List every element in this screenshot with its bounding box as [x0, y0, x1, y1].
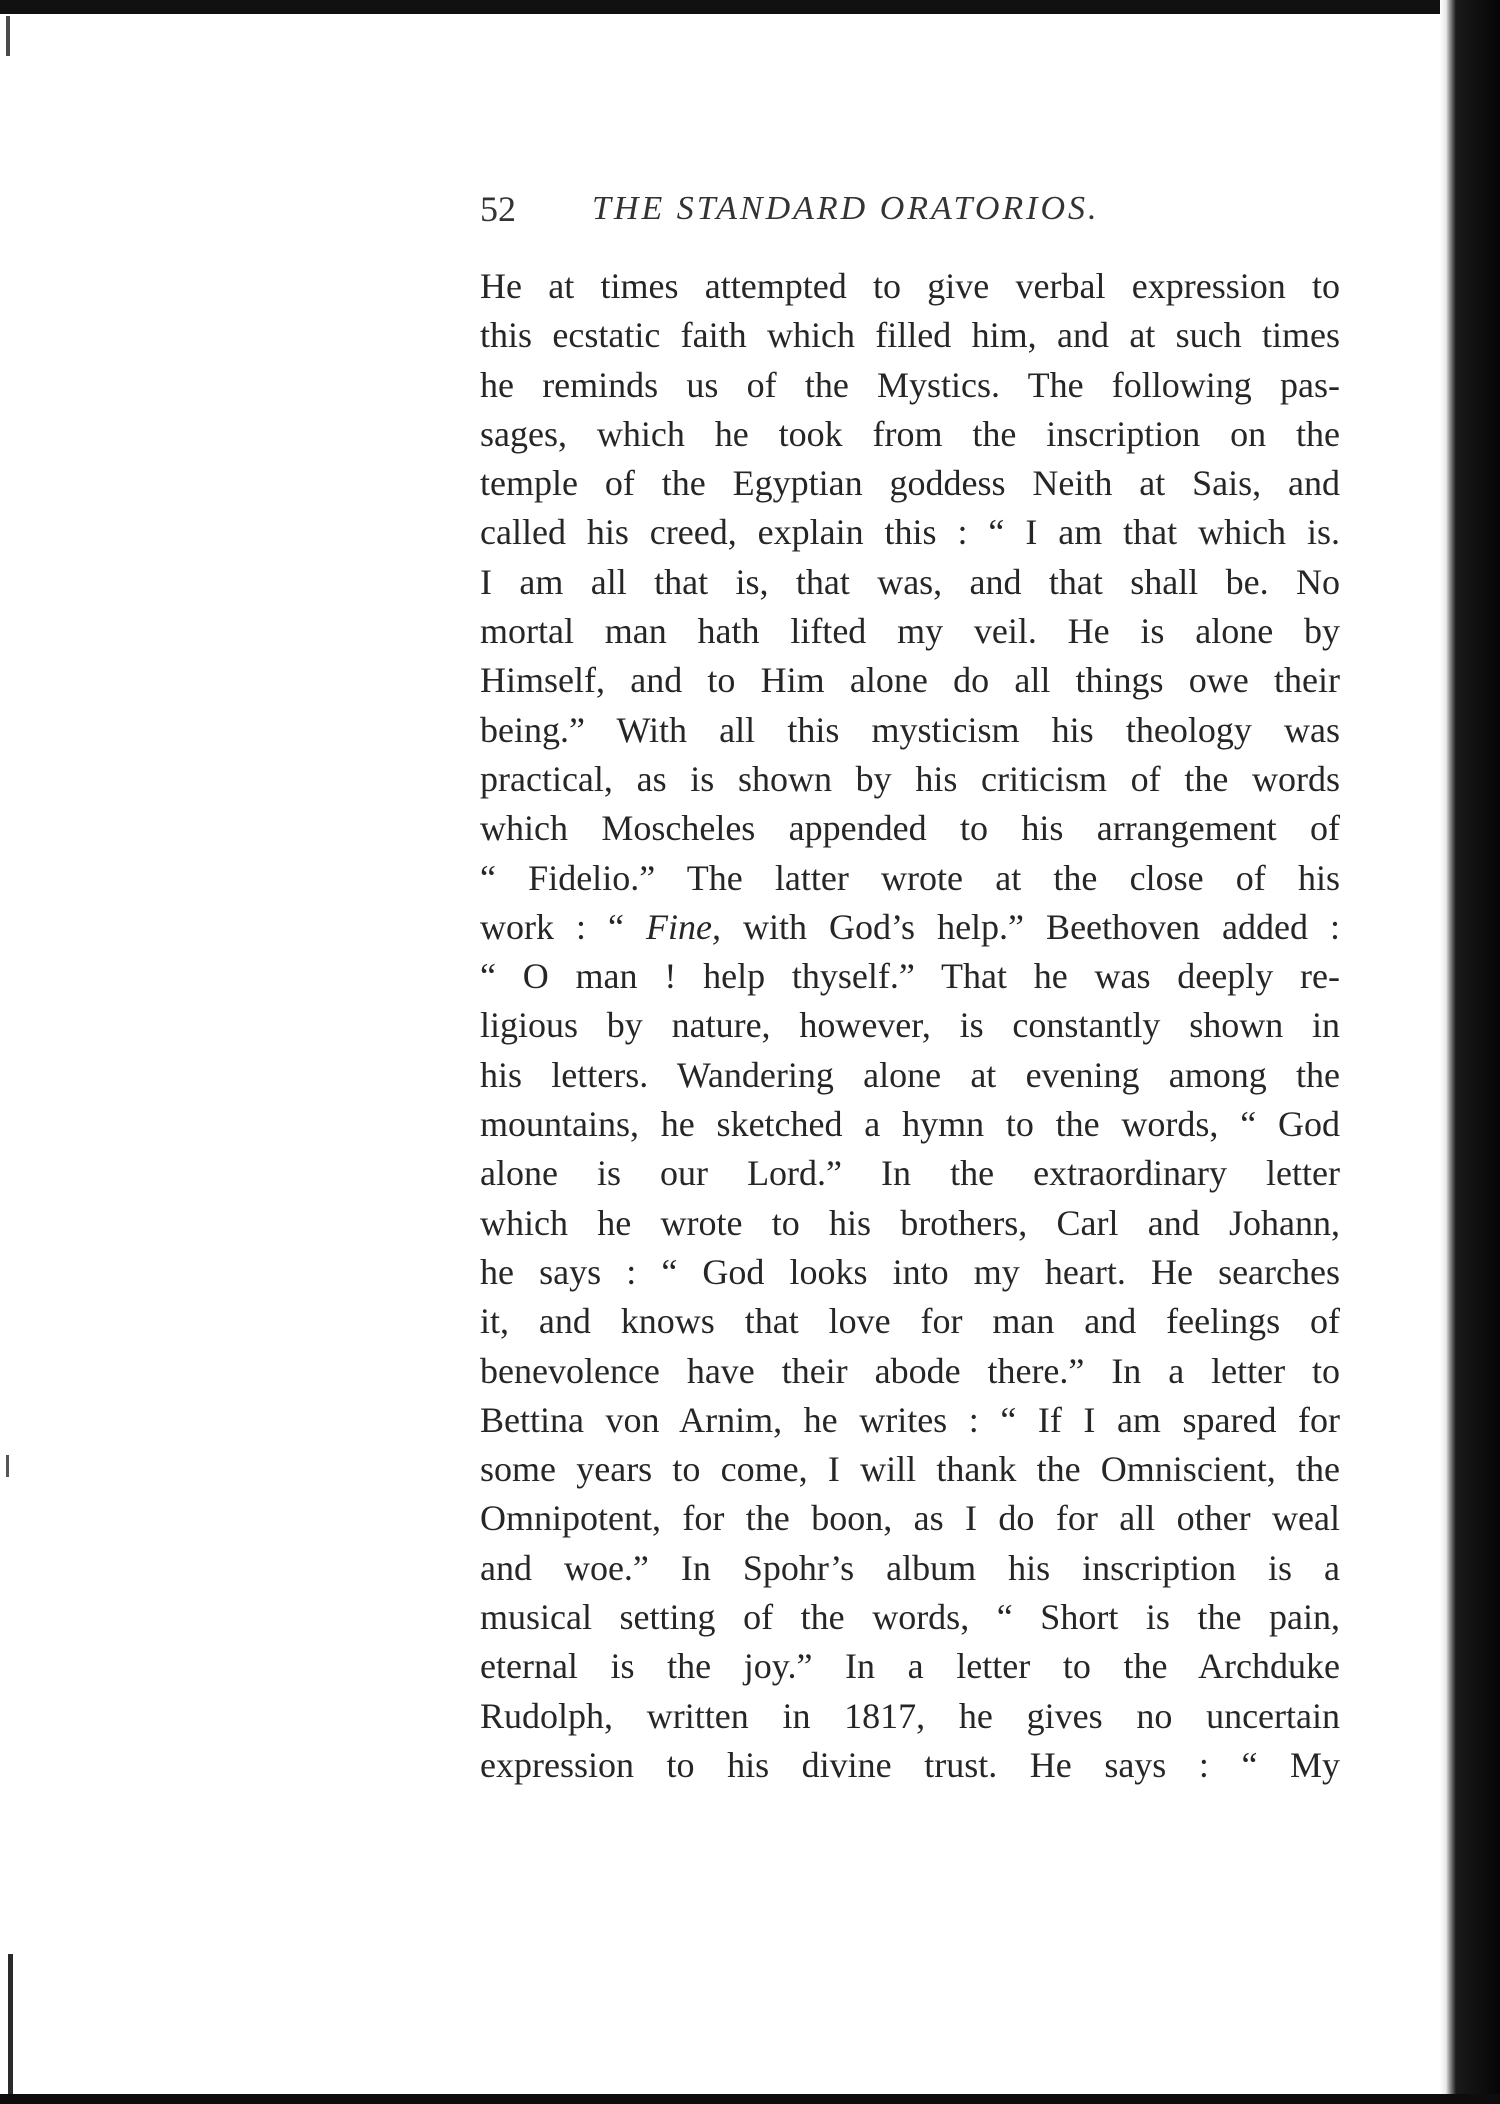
- text-line: this ecstatic faith which filled him, and at such times: [480, 315, 1340, 356]
- text-line: practical, as is shown by his criticism of the words: [480, 758, 1340, 799]
- text-line: benevolence have their abode there.” In a letter to: [480, 1350, 1340, 1391]
- text-segment: with God’s help.” Beethoven added :: [721, 906, 1340, 947]
- text-line: called his creed, explain this : “ I am that which is.: [480, 512, 1340, 553]
- scan-edge-top: [0, 0, 1500, 14]
- text-line: his letters. Wandering alone at evening among the: [480, 1054, 1340, 1095]
- text-line: “ O man ! help thyself.” That he was deeply re-: [480, 956, 1340, 997]
- scan-edge-bottom: [0, 2094, 1500, 2104]
- text-line: and woe.” In Spohr’s album his inscription is a: [480, 1547, 1340, 1588]
- text-line: ligious by nature, however, is constantly shown in: [480, 1005, 1340, 1046]
- scan-edge-left-mark: [6, 16, 10, 56]
- page-number: 52: [480, 189, 516, 229]
- scan-edge-left-tick: [6, 1455, 9, 1477]
- text-segment: work : “: [480, 906, 647, 947]
- text-line: He at times attempted to give verbal expression to: [480, 266, 1340, 306]
- text-line: alone is our Lord.” In the extraordinary letter: [480, 1153, 1340, 1194]
- text-line: some years to come, I will thank the Omniscient, the: [480, 1449, 1340, 1490]
- text-line: mountains, he sketched a hymn to the words, “ God: [480, 1104, 1340, 1145]
- text-line: “ Fidelio.” The latter wrote at the close of his: [480, 857, 1340, 898]
- text-line: being.” With all this mysticism his theology was: [480, 709, 1340, 750]
- text-line: which Moscheles appended to his arrangement of: [480, 808, 1340, 849]
- text-line: I am all that is, that was, and that shall be. No: [480, 561, 1340, 602]
- italic-word: Fine,: [646, 906, 722, 947]
- text-line: Bettina von Arnim, he writes : “ If I am spared for: [480, 1399, 1340, 1440]
- text-line: temple of the Egyptian goddess Neith at Sais, and: [480, 463, 1340, 504]
- text-line: he reminds us of the Mystics. The following pas-: [480, 364, 1340, 405]
- text-line-with-italic: [480, 903, 1340, 952]
- text-line: eternal is the joy.” In a letter to the Archduke: [480, 1646, 1340, 1687]
- text-line: it, and knows that love for man and feelings of: [480, 1301, 1340, 1342]
- text-line: he says : “ God looks into my heart. He searches: [480, 1251, 1340, 1292]
- scan-edge-right: [1440, 0, 1500, 2104]
- text-line: Omnipotent, for the boon, as I do for all other weal: [480, 1498, 1340, 1539]
- text-line: mortal man hath lifted my veil. He is alone by: [480, 611, 1340, 652]
- text-line: sages, which he took from the inscription on the: [480, 413, 1340, 454]
- body-text: [480, 262, 1340, 1790]
- text-line: which he wrote to his brothers, Carl and Johann,: [480, 1202, 1340, 1243]
- text-line: expression to his divine trust. He says : “ My: [480, 1744, 1340, 1785]
- text-line: Himself, and to Him alone do all things owe their: [480, 660, 1340, 701]
- scan-edge-left-bottom: [8, 1954, 13, 2094]
- running-title: THE STANDARD ORATORIOS.: [592, 190, 1100, 227]
- text-line: Rudolph, written in 1817, he gives no uncertain: [480, 1695, 1340, 1736]
- page-header: [480, 184, 1340, 234]
- text-line: musical setting of the words, “ Short is the pain,: [480, 1597, 1340, 1638]
